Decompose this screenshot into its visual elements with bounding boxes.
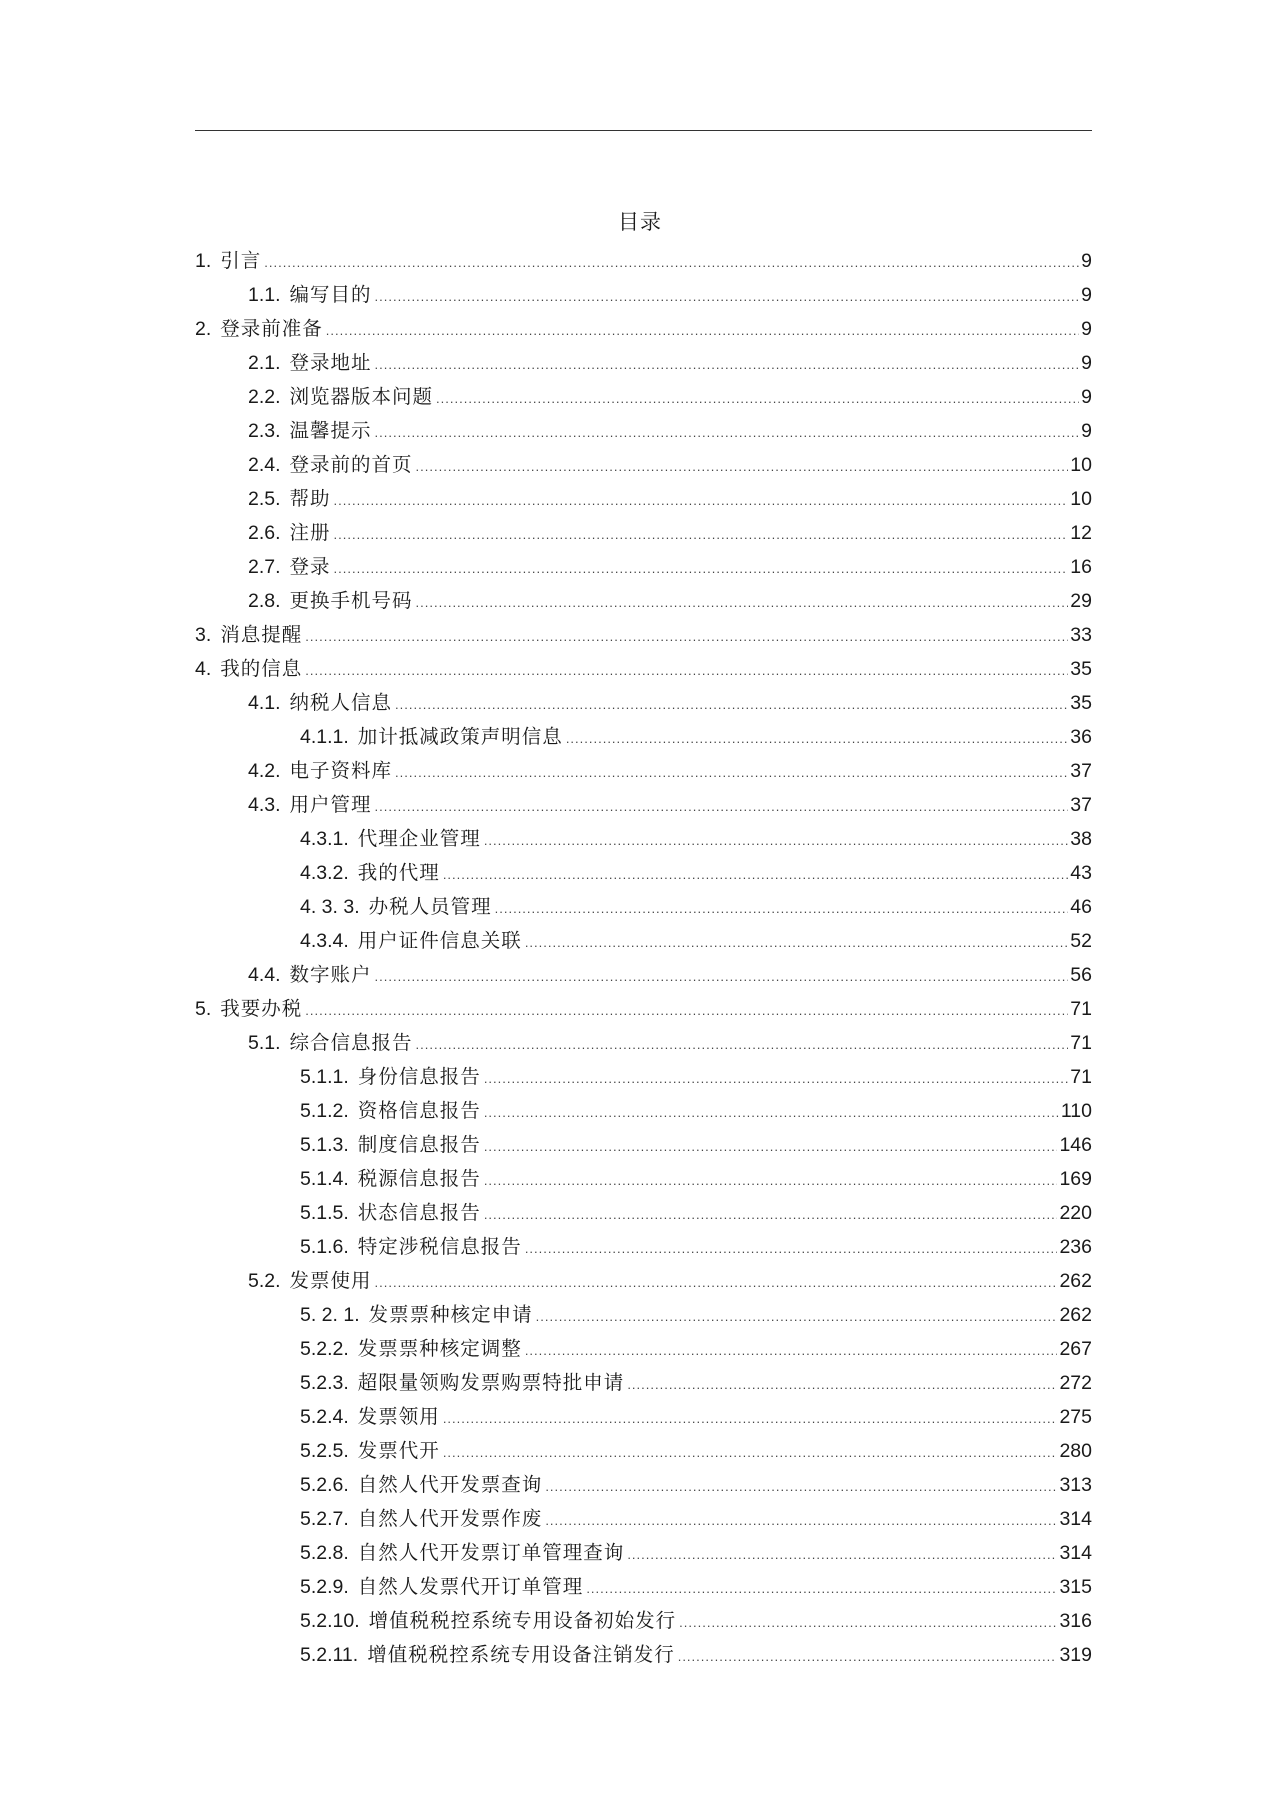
toc-entry-page: 43 (1070, 862, 1092, 884)
toc-entry-number: 5. (195, 998, 212, 1020)
toc-entry[interactable] (195, 1434, 1092, 1468)
toc-entry[interactable] (195, 278, 1092, 312)
toc-entry-number: 2.4. (248, 454, 281, 476)
toc-dot-leader (436, 382, 1079, 416)
toc-dot-leader (443, 1402, 1058, 1436)
toc-entry-number: 4.3.4. (300, 930, 349, 952)
toc-dot-leader (484, 1062, 1068, 1096)
toc-entry-title: 登录前准备 (220, 317, 323, 340)
toc-entry-page: 29 (1070, 590, 1092, 612)
toc-entry-page: 9 (1081, 386, 1092, 408)
toc-entry-number: 5.2.5. (300, 1440, 349, 1462)
toc-dot-leader (484, 824, 1068, 858)
toc-entry[interactable] (195, 448, 1092, 482)
toc-dot-leader (525, 1232, 1058, 1266)
toc-entry-number: 4.3.1. (300, 828, 349, 850)
toc-entry-title: 温馨提示 (289, 419, 372, 442)
toc-entry[interactable] (195, 1536, 1092, 1570)
toc-dot-leader (545, 1504, 1057, 1538)
toc-entry-title: 自然人代开发票作废 (357, 1507, 543, 1530)
toc-entry[interactable] (195, 924, 1092, 958)
toc-dot-leader (264, 246, 1079, 280)
toc-entry-title: 浏览器版本问题 (289, 385, 434, 408)
toc-entry-page: 38 (1070, 828, 1092, 850)
toc-entry-page: 9 (1081, 284, 1092, 306)
toc-entry-page: 314 (1059, 1508, 1092, 1530)
toc-title: 目录 (618, 210, 662, 234)
toc-entry-title: 自然人代开发票订单管理查询 (357, 1541, 625, 1564)
toc-dot-leader (305, 620, 1068, 654)
toc-dot-leader (326, 314, 1079, 348)
toc-entry-number: 5.2.11. (300, 1644, 359, 1666)
toc-entry-title: 制度信息报告 (357, 1133, 481, 1156)
toc-entry-title: 注册 (289, 521, 331, 544)
toc-entry-number: 5.2. (248, 1270, 281, 1292)
toc-entry-number: 5.2.3. (300, 1372, 349, 1394)
toc-entry-title: 发票票种核定调整 (357, 1337, 522, 1360)
toc-entry-title: 状态信息报告 (357, 1201, 481, 1224)
toc-entry-title: 发票票种核定申请 (368, 1303, 533, 1326)
toc-dot-leader (305, 654, 1068, 688)
toc-entry[interactable] (195, 856, 1092, 890)
toc-dot-leader (545, 1470, 1057, 1504)
toc-entry-number: 5.1.4. (300, 1168, 349, 1190)
toc-entry[interactable] (195, 550, 1092, 584)
toc-entry-title: 帮助 (289, 487, 331, 510)
toc-entry-number: 2.6. (248, 522, 281, 544)
toc-entry[interactable] (195, 618, 1092, 652)
toc-entry-title: 增值税税控系统专用设备注销发行 (367, 1643, 675, 1666)
toc-entry-page: 37 (1070, 794, 1092, 816)
toc-entry-title: 更换手机号码 (289, 589, 413, 612)
toc-dot-leader (627, 1538, 1057, 1572)
toc-dot-leader (416, 586, 1069, 620)
toc-entry-number: 5.2.10. (300, 1610, 360, 1632)
toc-entry-page: 10 (1070, 454, 1092, 476)
toc-entry[interactable] (195, 1502, 1092, 1536)
toc-entry[interactable] (195, 754, 1092, 788)
toc-entry-title: 资格信息报告 (357, 1099, 481, 1122)
table-of-contents (195, 244, 1092, 1672)
toc-entry[interactable] (195, 312, 1092, 346)
toc-entry-page: 10 (1070, 488, 1092, 510)
toc-entry[interactable] (195, 1128, 1092, 1162)
toc-entry-number: 5.2.4. (300, 1406, 349, 1428)
toc-entry-number: 4.4. (248, 964, 281, 986)
toc-entry-number: 5.2.7. (300, 1508, 349, 1530)
toc-entry-page: 9 (1081, 250, 1092, 272)
toc-entry-number: 5. 2. 1. (300, 1304, 360, 1326)
toc-dot-leader (416, 1028, 1069, 1062)
toc-entry-title: 引言 (220, 249, 262, 272)
toc-entry-title: 发票代开 (357, 1439, 440, 1462)
toc-entry[interactable] (195, 1366, 1092, 1400)
toc-entry[interactable] (195, 1468, 1092, 1502)
toc-entry[interactable] (195, 1264, 1092, 1298)
toc-dot-leader (375, 1266, 1058, 1300)
toc-entry-page: 262 (1059, 1304, 1092, 1326)
toc-entry-title: 特定涉税信息报告 (357, 1235, 522, 1258)
toc-entry[interactable] (195, 346, 1092, 380)
toc-entry-title: 我的信息 (220, 657, 303, 680)
toc-entry[interactable] (195, 1230, 1092, 1264)
toc-entry-title: 发票领用 (357, 1405, 440, 1428)
toc-dot-leader (525, 1334, 1058, 1368)
toc-entry-page: 56 (1070, 964, 1092, 986)
toc-dot-leader (443, 1436, 1058, 1470)
toc-entry-page: 52 (1070, 930, 1092, 952)
toc-dot-leader (495, 892, 1069, 926)
toc-entry-number: 5.1.1. (300, 1066, 349, 1088)
toc-entry[interactable] (195, 1094, 1092, 1128)
toc-entry-number: 2.2. (248, 386, 281, 408)
toc-entry-number: 5.1.2. (300, 1100, 349, 1122)
toc-dot-leader (679, 1606, 1057, 1640)
toc-entry-number: 5.2.9. (300, 1576, 349, 1598)
toc-entry-page: 236 (1059, 1236, 1092, 1258)
header-rule (195, 130, 1092, 131)
toc-entry-title: 用户管理 (289, 793, 372, 816)
toc-entry-title: 编写目的 (289, 283, 372, 306)
toc-entry-number: 2.3. (248, 420, 281, 442)
toc-entry[interactable] (195, 1604, 1092, 1638)
toc-entry[interactable] (195, 686, 1092, 720)
toc-entry-title: 登录 (289, 555, 331, 578)
toc-entry-title: 超限量领购发票购票特批申请 (357, 1371, 625, 1394)
toc-entry-title: 纳税人信息 (289, 691, 393, 714)
toc-dot-leader (586, 1572, 1057, 1606)
toc-entry-page: 36 (1070, 726, 1092, 748)
toc-dot-leader (484, 1198, 1058, 1232)
toc-entry-number: 4.3.2. (300, 862, 349, 884)
toc-entry-number: 4.3. (248, 794, 281, 816)
toc-dot-leader (484, 1130, 1058, 1164)
toc-entry-number: 4.2. (248, 760, 281, 782)
toc-dot-leader (443, 858, 1068, 892)
toc-entry-page: 71 (1070, 1032, 1092, 1054)
toc-dot-leader (536, 1300, 1058, 1334)
toc-entry[interactable] (195, 992, 1092, 1026)
toc-entry-number: 4. 3. 3. (300, 896, 360, 918)
toc-entry-number: 2.5. (248, 488, 281, 510)
toc-entry-title: 用户证件信息关联 (357, 929, 522, 952)
toc-entry-number: 2.1. (248, 352, 281, 374)
toc-dot-leader (375, 416, 1080, 450)
toc-entry-number: 5.1.5. (300, 1202, 349, 1224)
toc-entry-title: 增值税税控系统专用设备初始发行 (368, 1609, 677, 1632)
toc-entry-page: 110 (1060, 1100, 1092, 1122)
toc-entry-page: 220 (1059, 1202, 1092, 1224)
toc-entry-number: 5.2.2. (300, 1338, 349, 1360)
toc-dot-leader (484, 1096, 1059, 1130)
toc-entry-page: 275 (1059, 1406, 1092, 1428)
toc-entry-page: 262 (1059, 1270, 1092, 1292)
toc-dot-leader (375, 790, 1069, 824)
toc-entry[interactable] (195, 516, 1092, 550)
toc-entry-title: 登录前的首页 (289, 453, 413, 476)
toc-entry-number: 1. (195, 250, 212, 272)
toc-entry[interactable] (195, 822, 1092, 856)
toc-entry[interactable] (195, 1638, 1092, 1672)
toc-entry-page: 35 (1070, 658, 1092, 680)
toc-entry-title: 身份信息报告 (357, 1065, 481, 1088)
toc-entry[interactable] (195, 1570, 1092, 1604)
toc-entry-number: 2.7. (248, 556, 281, 578)
toc-entry-page: 46 (1070, 896, 1092, 918)
toc-entry-title: 综合信息报告 (289, 1031, 413, 1054)
toc-entry-number: 3. (195, 624, 212, 646)
toc-entry[interactable] (195, 1162, 1092, 1196)
toc-entry[interactable] (195, 414, 1092, 448)
toc-dot-leader (484, 1164, 1058, 1198)
toc-entry-page: 71 (1070, 1066, 1092, 1088)
toc-entry[interactable] (195, 1298, 1092, 1332)
toc-dot-leader (395, 756, 1068, 790)
toc-dot-leader (334, 484, 1069, 518)
toc-entry[interactable] (195, 584, 1092, 618)
toc-entry[interactable] (195, 652, 1092, 686)
toc-entry-page: 313 (1059, 1474, 1092, 1496)
toc-entry-title: 消息提醒 (220, 623, 303, 646)
toc-entry-number: 5.1.3. (300, 1134, 349, 1156)
toc-entry-page: 9 (1081, 318, 1092, 340)
toc-entry-number: 4.1.1. (300, 726, 349, 748)
toc-dot-leader (375, 280, 1080, 314)
toc-entry-page: 33 (1070, 624, 1092, 646)
toc-entry-number: 2.8. (248, 590, 281, 612)
toc-entry-page: 9 (1081, 352, 1092, 374)
toc-entry-page: 315 (1059, 1576, 1092, 1598)
toc-entry-title: 加计抵减政策声明信息 (357, 725, 563, 748)
toc-dot-leader (627, 1368, 1057, 1402)
toc-entry[interactable] (195, 1060, 1092, 1094)
toc-entry-title: 自然人发票代开订单管理 (357, 1575, 584, 1598)
toc-dot-leader (566, 722, 1068, 756)
toc-dot-leader (375, 348, 1080, 382)
toc-entry-page: 37 (1070, 760, 1092, 782)
toc-entry-title: 登录地址 (289, 351, 372, 374)
toc-dot-leader (395, 688, 1068, 722)
toc-entry[interactable] (195, 380, 1092, 414)
toc-entry-number: 5.2.8. (300, 1542, 349, 1564)
toc-entry-page: 35 (1070, 692, 1092, 714)
toc-entry-page: 169 (1059, 1168, 1092, 1190)
toc-entry[interactable] (195, 788, 1092, 822)
toc-entry-number: 4. (195, 658, 212, 680)
toc-entry-title: 电子资料库 (289, 759, 393, 782)
toc-dot-leader (525, 926, 1068, 960)
toc-entry-page: 71 (1070, 998, 1092, 1020)
toc-entry[interactable] (195, 1400, 1092, 1434)
toc-dot-leader (416, 450, 1069, 484)
toc-entry-title: 代理企业管理 (357, 827, 481, 850)
toc-entry-page: 272 (1059, 1372, 1092, 1394)
toc-entry[interactable] (195, 958, 1092, 992)
toc-entry-title: 我要办税 (220, 997, 303, 1020)
toc-entry-title: 数字账户 (289, 963, 372, 986)
toc-entry-number: 4.1. (248, 692, 281, 714)
toc-entry-page: 146 (1059, 1134, 1092, 1156)
toc-entry-number: 5.1. (248, 1032, 281, 1054)
toc-entry-title: 自然人代开发票查询 (357, 1473, 543, 1496)
toc-entry-page: 16 (1070, 556, 1092, 578)
toc-entry-page: 12 (1070, 522, 1092, 544)
toc-entry-page: 267 (1059, 1338, 1092, 1360)
toc-entry-number: 2. (195, 318, 212, 340)
toc-dot-leader (678, 1640, 1058, 1674)
toc-entry[interactable] (195, 720, 1092, 754)
toc-dot-leader (375, 960, 1069, 994)
toc-entry-title: 办税人员管理 (368, 895, 492, 918)
toc-entry-title: 我的代理 (357, 861, 440, 884)
toc-entry-page: 319 (1059, 1644, 1092, 1666)
toc-dot-leader (334, 552, 1069, 586)
toc-dot-leader (305, 994, 1068, 1028)
toc-entry-title: 发票使用 (289, 1269, 372, 1292)
toc-entry-number: 5.2.6. (300, 1474, 349, 1496)
toc-entry-title: 税源信息报告 (357, 1167, 481, 1190)
toc-entry-number: 5.1.6. (300, 1236, 349, 1258)
toc-entry-page: 9 (1081, 420, 1092, 442)
toc-entry[interactable] (195, 1026, 1092, 1060)
toc-entry[interactable] (195, 890, 1092, 924)
toc-dot-leader (334, 518, 1069, 552)
toc-entry-number: 1.1. (248, 284, 281, 306)
toc-entry[interactable] (195, 244, 1092, 278)
toc-entry-page: 314 (1059, 1542, 1092, 1564)
toc-entry-page: 280 (1059, 1440, 1092, 1462)
toc-entry-page: 316 (1059, 1610, 1092, 1632)
toc-entry[interactable] (195, 1196, 1092, 1230)
toc-entry[interactable] (195, 1332, 1092, 1366)
toc-entry[interactable] (195, 482, 1092, 516)
